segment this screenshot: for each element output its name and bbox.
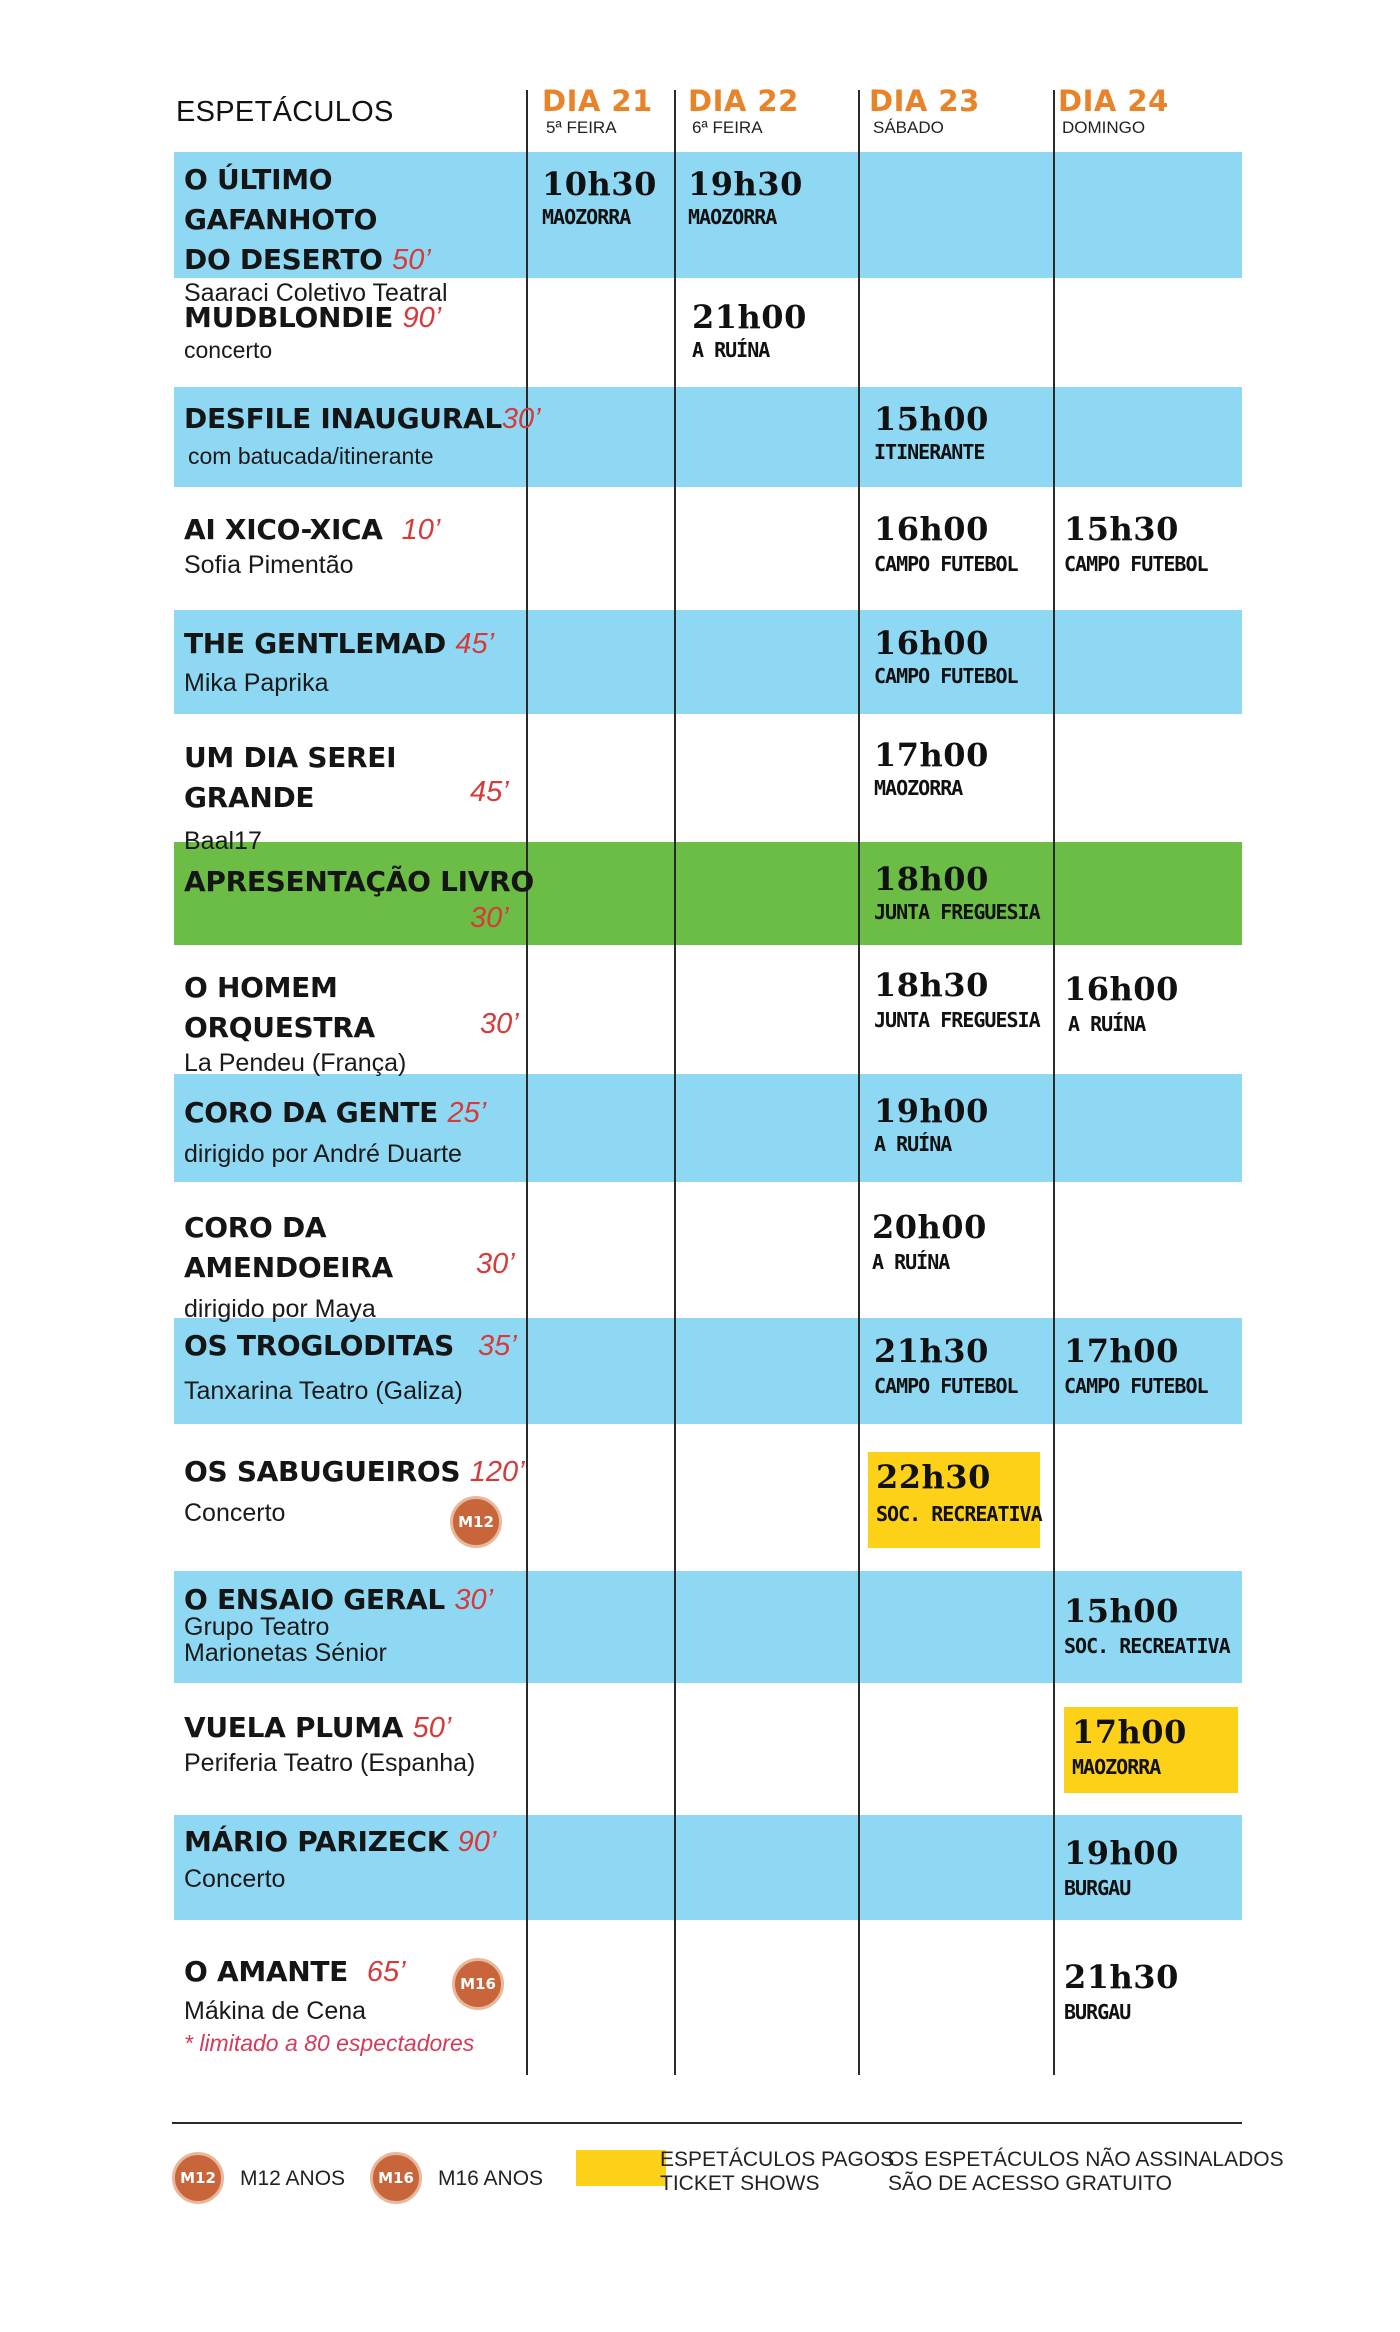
legend-m16-badge: M16 — [370, 2152, 422, 2204]
show-the-gentlemad — [184, 624, 534, 698]
day-weekday: 5ª FEIRA — [546, 118, 617, 137]
schedule-slot — [1064, 510, 1208, 576]
schedule-slot-paid — [1064, 1707, 1238, 1793]
show-duration: 50’ — [412, 1712, 452, 1744]
show-duration: 65’ — [366, 1956, 406, 1988]
show-subtitle: Tanxarina Teatro (Galiza) — [184, 1377, 463, 1405]
slot-time: 20h00 — [872, 1208, 987, 1246]
show-duration: 30’ — [501, 403, 541, 435]
show-o-ensaio-geral — [184, 1580, 534, 1666]
show-subtitle: com batucada/itinerante — [188, 443, 434, 469]
age-rating-badge: M16 — [452, 1958, 504, 2010]
show-duration: 30’ — [470, 902, 509, 934]
show-ai-xico-xica — [184, 510, 534, 580]
slot-time: 15h00 — [874, 400, 989, 438]
show-subtitle: concerto — [184, 337, 273, 363]
schedule-slot — [1064, 1332, 1208, 1398]
show-duration: 10’ — [401, 514, 441, 546]
show-subtitle: Concerto — [184, 1865, 286, 1893]
day-header-23 — [869, 84, 980, 138]
slot-time: 21h00 — [692, 298, 807, 336]
show-mario-parizeck — [184, 1822, 534, 1894]
slot-time: 21h30 — [874, 1332, 989, 1370]
show-subtitle: dirigido por André Duarte — [184, 1140, 462, 1168]
legend-paid-line1: ESPETÁCULOS PAGOS — [660, 2148, 895, 2171]
schedule-slot — [542, 165, 657, 229]
slot-venue: A RUÍNA — [874, 1132, 952, 1156]
day-name: DIA 22 — [688, 84, 799, 118]
show-subtitle: Mika Paprika — [184, 669, 329, 697]
footer-divider — [172, 2122, 1242, 2124]
show-subtitle: Saaraci Coletivo Teatral — [184, 279, 448, 307]
show-duration: 30’ — [476, 1248, 515, 1280]
slot-venue: SOC. RECREATIVA — [1064, 1634, 1230, 1658]
slot-venue: MAOZORRA — [688, 205, 777, 229]
show-title: VUELA PLUMA — [184, 1711, 404, 1744]
schedule-slot — [1064, 1834, 1179, 1900]
show-note: * limitado a 80 espectadores — [184, 2030, 475, 2056]
show-subtitle: Sofia Pimentão — [184, 551, 354, 579]
show-subtitle: dirigido por Maya — [184, 1295, 376, 1323]
schedule-slot-paid — [868, 1452, 1040, 1548]
slot-venue: SOC. RECREATIVA — [876, 1502, 1042, 1526]
show-duration: 45’ — [455, 628, 495, 660]
slot-venue: CAMPO FUTEBOL — [1064, 1374, 1208, 1398]
show-title: O AMANTE — [184, 1955, 349, 1988]
day-header-21 — [542, 84, 653, 138]
show-title: AI XICO-XICA — [184, 513, 383, 546]
slot-time: 22h30 — [876, 1458, 991, 1496]
legend-free-line1: OS ESPETÁCULOS NÃO ASSINALADOS — [888, 2148, 1284, 2171]
slot-time: 10h30 — [542, 165, 657, 203]
schedule-slot — [874, 966, 1040, 1032]
show-duration: 90’ — [457, 1826, 497, 1858]
legend-m16-label: M16 ANOS — [438, 2167, 544, 2190]
slot-time: 16h00 — [874, 510, 989, 548]
slot-time: 19h00 — [874, 1092, 989, 1130]
slot-venue: A RUÍNA — [872, 1250, 950, 1274]
show-subtitle: Mákina de Cena — [184, 1997, 367, 2025]
show-subtitle: Concerto — [184, 1499, 286, 1527]
show-duration: 120’ — [469, 1456, 525, 1488]
slot-venue: MAOZORRA — [874, 776, 963, 800]
legend-m12-label: M12 ANOS — [240, 2167, 346, 2190]
column-divider — [858, 90, 860, 2075]
show-title: DESFILE INAUGURAL — [184, 402, 502, 435]
schedule-slot — [874, 510, 1018, 576]
slot-venue: CAMPO FUTEBOL — [874, 1374, 1018, 1398]
slot-venue: ITINERANTE — [874, 440, 985, 464]
slot-time: 18h30 — [874, 966, 989, 1004]
show-subtitle: Grupo Teatro — [184, 1613, 330, 1641]
legend-m12-badge: M12 — [172, 2152, 224, 2204]
schedule-slot — [692, 298, 807, 362]
show-apresentacao-livro — [184, 862, 534, 902]
slot-venue: JUNTA FREGUESIA — [874, 900, 1040, 924]
show-title: OS TROGLODITAS — [184, 1329, 455, 1362]
show-duration: 30’ — [454, 1584, 494, 1616]
schedule-slot — [1064, 970, 1179, 1036]
legend-free-line2: SÃO DE ACESSO GRATUITO — [888, 2172, 1172, 2195]
slot-time: 16h00 — [1064, 970, 1179, 1008]
slot-venue: A RUÍNA — [692, 338, 770, 362]
slot-time: 17h00 — [874, 736, 989, 774]
schedule-slot — [874, 860, 1040, 924]
day-name: DIA 24 — [1058, 84, 1169, 118]
show-subtitle: Baal17 — [184, 827, 262, 855]
column-divider — [1053, 90, 1055, 2075]
slot-venue: BURGAU — [1064, 1876, 1131, 1900]
schedule-slot — [874, 400, 989, 464]
show-duration: 45’ — [470, 776, 509, 808]
legend-paid-swatch — [576, 2150, 666, 2186]
slot-time: 18h00 — [874, 860, 989, 898]
day-weekday: DOMINGO — [1062, 118, 1146, 137]
show-duration: 50’ — [392, 244, 431, 276]
slot-venue: JUNTA FREGUESIA — [874, 1008, 1040, 1032]
day-name: DIA 21 — [542, 84, 653, 118]
age-rating-badge: M12 — [450, 1496, 502, 1548]
schedule-slot — [1064, 1592, 1230, 1658]
legend-free-text — [888, 2148, 1284, 2196]
show-title: CORO DA AMENDOEIRA — [184, 1211, 393, 1284]
show-o-ultimo-gafanhoto — [184, 160, 534, 306]
show-coro-da-gente — [184, 1093, 534, 1169]
slot-time: 16h00 — [874, 624, 989, 662]
show-subtitle: La Pendeu (França) — [184, 1049, 407, 1077]
slot-time: 19h30 — [688, 165, 803, 203]
schedule-slot — [872, 1208, 987, 1274]
legend-paid-line2: TICKET SHOWS — [660, 2172, 820, 2195]
slot-venue: CAMPO FUTEBOL — [874, 552, 1018, 576]
show-title: O HOMEM ORQUESTRA — [184, 971, 375, 1044]
show-subtitle: Periferia Teatro (Espanha) — [184, 1749, 476, 1777]
schedule-slot — [688, 165, 803, 229]
slot-venue: MAOZORRA — [1072, 1755, 1161, 1779]
slot-time: 17h00 — [1064, 1332, 1179, 1370]
show-title: OS SABUGUEIROS — [184, 1455, 461, 1488]
show-title: MUDBLONDIE — [184, 301, 394, 334]
schedule-slot — [874, 736, 989, 800]
slot-time: 21h30 — [1064, 1958, 1179, 1996]
slot-time: 15h30 — [1064, 510, 1179, 548]
show-duration: 90’ — [402, 302, 442, 334]
day-header-24 — [1058, 84, 1169, 138]
slot-venue: CAMPO FUTEBOL — [874, 664, 1018, 688]
show-title: O ENSAIO GERAL — [184, 1583, 445, 1616]
show-duration: 35’ — [478, 1330, 517, 1362]
slot-venue: MAOZORRA — [542, 205, 631, 229]
show-title: APRESENTAÇÃO LIVRO — [184, 865, 534, 898]
slot-time: 15h00 — [1064, 1592, 1179, 1630]
day-header-22 — [688, 84, 799, 138]
show-subtitle-line2: Marionetas Sénior — [184, 1639, 387, 1667]
show-title: THE GENTLEMAD — [184, 627, 446, 660]
legend-paid-text — [660, 2148, 894, 2196]
day-weekday: SÁBADO — [873, 118, 944, 137]
schedule-slot — [874, 1332, 1018, 1398]
spectacles-header: ESPETÁCULOS — [176, 96, 394, 128]
slot-venue: BURGAU — [1064, 2000, 1131, 2024]
slot-venue: CAMPO FUTEBOL — [1064, 552, 1208, 576]
slot-venue: A RUÍNA — [1068, 1012, 1146, 1036]
schedule-slot — [874, 1092, 989, 1156]
show-desfile-inaugural — [184, 399, 544, 471]
schedule-slot — [874, 624, 1018, 688]
slot-time: 17h00 — [1072, 1713, 1187, 1751]
slot-time: 19h00 — [1064, 1834, 1179, 1872]
day-name: DIA 23 — [869, 84, 980, 118]
show-title: CORO DA GENTE — [184, 1096, 438, 1129]
column-divider — [674, 90, 676, 2075]
show-mudblondie — [184, 298, 534, 362]
show-vuela-pluma — [184, 1708, 534, 1778]
show-title-line2: DO DESERTO — [184, 243, 383, 276]
show-title: UM DIA SEREI GRANDE — [184, 741, 397, 814]
show-duration: 25’ — [447, 1097, 487, 1129]
show-duration: 30’ — [480, 1008, 519, 1040]
schedule-slot — [1064, 1958, 1179, 2024]
day-weekday: 6ª FEIRA — [692, 118, 763, 137]
show-title: MÁRIO PARIZECK — [184, 1825, 449, 1858]
show-title: O ÚLTIMO GAFANHOTO — [184, 163, 378, 236]
